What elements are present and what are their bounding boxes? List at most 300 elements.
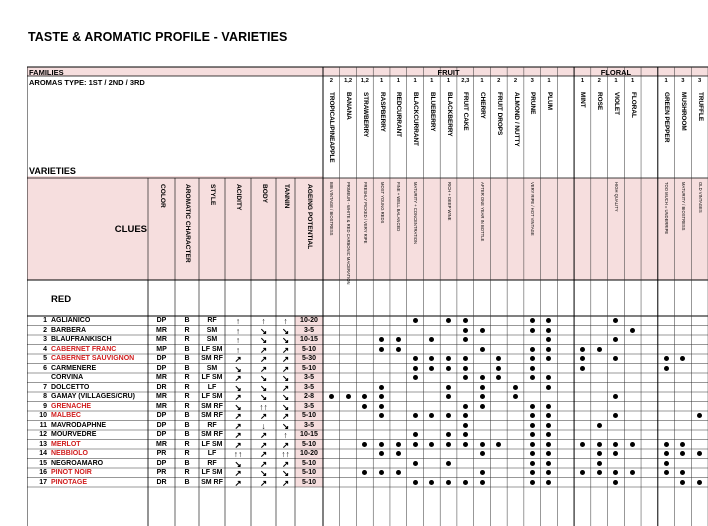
aroma-dot — [463, 423, 468, 428]
aroma-dot — [346, 394, 351, 399]
variety-arrow: ↑ — [235, 344, 241, 355]
variety-clue-value: R — [184, 393, 190, 400]
aroma-dot — [580, 347, 585, 352]
variety-name: BARBERA — [51, 326, 86, 334]
aroma-column-header: REDCURRANT — [395, 92, 403, 138]
aroma-dot — [480, 442, 485, 447]
variety-clue-value: MR — [156, 440, 167, 448]
clue-column-header: TANNIN — [282, 184, 290, 209]
aroma-dot — [480, 375, 485, 380]
aroma-column-header: BANANA — [345, 92, 353, 120]
aroma-dot — [446, 366, 451, 371]
aroma-dot — [530, 423, 535, 428]
aroma-dot — [597, 347, 602, 352]
variety-clue-value: RF — [207, 459, 217, 467]
aroma-dot — [530, 470, 535, 475]
variety-arrow: ↘ — [259, 392, 268, 402]
aroma-dot — [463, 328, 468, 333]
variety-ageing: 3-5 — [303, 374, 315, 381]
aroma-column-header: PRUNE — [529, 92, 537, 115]
aroma-dot — [480, 328, 485, 333]
aroma-dot — [413, 318, 418, 323]
aroma-dot — [446, 385, 451, 390]
variety-clue-value: LF SM — [201, 469, 223, 476]
families-label: FAMILIES — [29, 68, 64, 77]
aroma-dot — [580, 442, 585, 447]
aroma-dot — [413, 356, 418, 361]
variety-clue-value: DP — [156, 317, 167, 324]
family-label: FRUIT — [437, 68, 460, 77]
variety-number: 9 — [43, 402, 47, 410]
variety-number: 10 — [39, 412, 47, 419]
variety-number — [29, 374, 47, 384]
aroma-type: 2 — [329, 78, 333, 84]
aroma-clue: FRESHLY PICKED / VERY RIPE — [362, 182, 368, 244]
clue-column-header: ACIDITY — [235, 184, 242, 211]
aroma-clue: AFTER ONE YEAR IN BOTTLE — [480, 182, 486, 242]
variety-clue-value: R — [184, 469, 190, 476]
variety-number: 1 — [43, 317, 47, 324]
aroma-dot — [446, 480, 451, 485]
varieties-label: VARIETIES — [29, 166, 76, 176]
variety-arrow: ↘ — [259, 382, 268, 393]
variety-arrow: ↑ — [283, 430, 288, 440]
aroma-column-header: MUSHROOM — [679, 92, 687, 131]
aroma-type: 1 — [631, 78, 635, 84]
aroma-dot — [446, 461, 451, 466]
variety-arrow: ↗ — [259, 363, 268, 374]
variety-arrow: ↘ — [259, 373, 268, 383]
clues-label: CLUES — [114, 224, 147, 235]
variety-arrow: ↗ — [259, 458, 268, 469]
variety-arrow: ↘ — [281, 373, 290, 383]
aroma-dot — [530, 366, 535, 371]
aroma-type: 2,3 — [461, 78, 470, 84]
variety-name: GRENACHE — [51, 402, 92, 410]
variety-clue-value: SM — [206, 326, 218, 334]
aroma-dot — [530, 480, 535, 485]
variety-clue-value: MP — [156, 345, 167, 353]
aroma-dot — [597, 470, 602, 475]
aroma-column-header: RASPBERRY — [378, 92, 386, 132]
aroma-dot — [630, 442, 635, 447]
variety-arrow: ↗ — [259, 344, 268, 355]
aroma-type: 1 — [430, 78, 434, 84]
aroma-type: 2 — [597, 78, 601, 84]
aroma-column-header: BLACKCURRANT — [412, 92, 420, 146]
variety-name: DOLCETTO — [51, 383, 90, 391]
aroma-clue: MATURITY / BIOSTRESS — [680, 182, 686, 231]
aroma-type: 3 — [698, 78, 702, 84]
variety-arrow: ↗ — [259, 477, 268, 488]
aroma-dot — [480, 385, 485, 390]
variety-clue-value: SM — [206, 364, 218, 372]
variety-name: CORVINA — [51, 374, 84, 381]
variety-clue-value: LF SM — [201, 440, 223, 448]
variety-arrow: ↗ — [259, 449, 268, 459]
variety-arrow: ↗ — [281, 363, 290, 374]
variety-arrow: ↗ — [234, 439, 242, 450]
variety-clue-value: LF — [207, 450, 217, 457]
aroma-dot — [413, 413, 418, 418]
aroma-column-header: TRUFFLE — [696, 92, 704, 122]
variety-arrow: ↗ — [281, 458, 290, 469]
aroma-dot — [396, 442, 401, 447]
aroma-column-header: MINT — [579, 92, 587, 108]
variety-arrow: ↘ — [234, 458, 242, 469]
variety-clue-value: DR — [156, 383, 167, 391]
aroma-dot — [379, 442, 384, 447]
variety-clue-value: B — [184, 431, 190, 438]
variety-clue-value: B — [184, 345, 190, 353]
variety-name: MOURVÈDRE — [51, 431, 97, 438]
variety-arrow: ↑↑ — [281, 449, 290, 459]
aroma-clue: OLD VINTAGES — [697, 182, 703, 213]
variety-arrow: ↑↑ — [233, 449, 243, 459]
aroma-type: 2 — [513, 78, 518, 84]
variety-ageing: 3-5 — [303, 402, 315, 410]
aroma-dot — [664, 451, 669, 456]
aroma-dot — [413, 366, 418, 371]
aroma-dot — [664, 461, 669, 466]
aroma-dot — [597, 451, 602, 456]
variety-arrow: ↗ — [281, 439, 290, 450]
variety-arrow: ↗ — [234, 411, 242, 421]
aroma-dot — [446, 442, 451, 447]
variety-name: MALBEC — [51, 412, 81, 419]
variety-name: PINOT NOIR — [51, 469, 92, 476]
aroma-dot — [530, 432, 535, 437]
variety-arrow: ↑ — [235, 316, 241, 326]
variety-name: NEGROAMARO — [51, 459, 104, 467]
variety-name: BLAUFRÄNKISCH — [51, 336, 112, 343]
variety-clue-value: SM RF — [201, 402, 223, 410]
variety-arrow: ↑ — [261, 316, 266, 326]
variety-arrow: ↘ — [281, 401, 290, 412]
aroma-type: 1 — [547, 78, 551, 84]
aroma-dot — [580, 366, 585, 371]
variety-name: PINOTAGE — [51, 478, 88, 486]
variety-number: 4 — [43, 345, 47, 353]
aroma-clue: TOO MUCH = UNDERRIPE — [664, 182, 670, 235]
variety-arrow: ↘ — [281, 420, 290, 431]
aroma-type: 1 — [446, 78, 451, 84]
aroma-column-header: FRUIT DROPS — [495, 92, 503, 136]
aroma-dot — [463, 480, 468, 485]
aroma-dot — [597, 442, 602, 447]
variety-ageing: 2-8 — [303, 393, 315, 400]
aroma-dot — [413, 375, 418, 380]
variety-clue-value: LF SM — [201, 393, 223, 400]
aroma-dot — [597, 423, 602, 428]
aroma-dot — [379, 404, 384, 409]
variety-arrow: ↗ — [259, 354, 268, 364]
aroma-type: 1 — [614, 78, 618, 84]
family-label: FLORAL — [600, 68, 632, 77]
variety-clue-value: MR — [156, 336, 167, 343]
aroma-dot — [664, 470, 669, 475]
aroma-clue: FINE + WELL BALANCED — [396, 182, 402, 232]
variety-arrow: ↘ — [259, 325, 268, 336]
variety-ageing: 5-10 — [301, 469, 316, 476]
aroma-clue: MATURITY + CONCENTRATION — [413, 182, 419, 245]
aroma-dot — [463, 366, 468, 371]
variety-ageing: 5-10 — [301, 478, 316, 486]
variety-clue-value: MR — [156, 326, 167, 334]
variety-number: 7 — [43, 383, 47, 391]
variety-clue-value: DP — [156, 364, 167, 372]
variety-name: MERLOT — [51, 440, 81, 448]
variety-arrow: ↑ — [235, 335, 241, 345]
aroma-clue: PRIMEUR - WHITE & RED CARBONIC MACERATION — [346, 182, 352, 285]
aroma-dot — [463, 404, 468, 409]
variety-name: CABERNET SAUVIGNON — [51, 355, 135, 362]
aroma-clue: MOST YOUNG REDS — [379, 182, 385, 224]
aroma-column-header: TROPICAL/PINEAPPLE — [328, 92, 336, 163]
variety-number: 14 — [39, 450, 47, 457]
profile-table — [27, 66, 708, 526]
aroma-dot — [530, 375, 535, 380]
variety-ageing: 5-10 — [301, 412, 316, 419]
variety-clue-value: R — [184, 326, 190, 334]
aroma-dot — [664, 442, 669, 447]
variety-ageing: 3-5 — [303, 326, 315, 334]
variety-arrow: ↘ — [281, 392, 290, 402]
variety-arrow: ↗ — [281, 382, 290, 393]
aroma-clue: BIB VINTAGE / BIOSTRESS — [329, 182, 335, 236]
aroma-dot — [480, 451, 485, 456]
variety-clue-value: R — [184, 383, 190, 391]
variety-name: CABERNET FRANC — [51, 345, 117, 353]
aroma-dot — [530, 442, 535, 447]
variety-clue-value: DP — [156, 412, 167, 419]
variety-clue-value: DR — [156, 478, 167, 486]
aroma-dot — [530, 347, 535, 352]
variety-clue-value: B — [184, 355, 190, 362]
variety-clue-value: MR — [156, 402, 167, 410]
variety-clue-value: DP — [156, 355, 167, 362]
variety-clue-value: LF — [207, 383, 217, 391]
variety-clue-value: MR — [156, 393, 167, 400]
variety-arrow: ↘ — [281, 468, 290, 478]
variety-name: GAMAY (VILLAGES/CRU) — [51, 393, 136, 400]
variety-arrow: ↘ — [234, 382, 242, 393]
aroma-dot — [530, 328, 535, 333]
aroma-type: 1 — [379, 78, 384, 84]
red-section-label: RED — [51, 294, 72, 305]
variety-clue-value: RF — [207, 421, 217, 429]
variety-number: 6 — [43, 364, 47, 372]
aroma-dot — [496, 366, 501, 371]
aroma-dot — [530, 318, 535, 323]
variety-clue-value: R — [184, 336, 190, 343]
aroma-dot — [480, 480, 485, 485]
variety-arrow: ↗ — [234, 420, 242, 431]
variety-name: MAVRODAPHNE — [51, 421, 107, 429]
variety-arrow: ↓ — [261, 420, 266, 431]
variety-ageing: 10-15 — [300, 336, 318, 343]
aroma-type: 1,2 — [360, 78, 369, 84]
aroma-type: 1 — [664, 78, 668, 84]
variety-clue-value: RF — [207, 317, 217, 324]
aroma-dot — [480, 347, 485, 352]
variety-ageing: 3-5 — [303, 421, 315, 429]
aromas-type-label: AROMAS TYPE: 1ST / 2ND / 3RD — [29, 78, 145, 87]
aroma-column-header: CHERRY — [479, 92, 487, 119]
aroma-column-header: BLACKBERRY — [445, 92, 453, 137]
variety-clue-value: SM RF — [201, 412, 223, 419]
variety-name: AGLIANICO — [51, 317, 91, 324]
aroma-dot — [480, 394, 485, 399]
aroma-dot — [413, 461, 418, 466]
variety-number: 3 — [43, 336, 47, 343]
aroma-type — [557, 78, 574, 86]
variety-arrow: ↗ — [281, 354, 290, 364]
aroma-column-header: VIOLET — [612, 92, 620, 116]
variety-clue-value: B — [184, 317, 190, 324]
variety-number: 11 — [39, 421, 47, 429]
variety-ageing: 10-20 — [300, 450, 318, 457]
variety-clue-value: SM RF — [201, 431, 223, 438]
aroma-dot — [413, 432, 418, 437]
variety-name: CARMÉNÈRE — [51, 364, 97, 372]
aroma-dot — [530, 451, 535, 456]
variety-clue-value: R — [184, 402, 190, 410]
variety-clue-value: LF SM — [201, 374, 223, 381]
variety-number: 5 — [43, 355, 47, 362]
variety-arrow: ↗ — [234, 392, 242, 402]
variety-arrow: ↗ — [281, 477, 290, 488]
aroma-column-header: FLORAL — [629, 92, 637, 118]
variety-ageing: 5-10 — [301, 364, 316, 372]
aroma-dot — [630, 328, 635, 333]
variety-ageing: 3-5 — [303, 383, 315, 391]
aroma-column-header: BLUEBERRY — [428, 92, 436, 132]
variety-ageing: 10-15 — [300, 431, 318, 438]
variety-clue-value: DP — [156, 431, 167, 438]
variety-arrow: ↑ — [235, 325, 241, 336]
aroma-type: 1 — [580, 78, 585, 84]
aroma-column-header: ROSE — [596, 92, 604, 111]
variety-arrow: ↘ — [234, 363, 242, 374]
aroma-dot — [379, 385, 384, 390]
variety-number: 12 — [39, 431, 47, 438]
variety-clue-value: PR — [156, 469, 167, 476]
variety-arrow: ↘ — [281, 325, 290, 336]
variety-arrow: ↘ — [234, 401, 242, 412]
aroma-dot — [664, 366, 669, 371]
variety-arrow: ↑↑ — [259, 401, 268, 412]
variety-clue-value: LF SM — [201, 345, 223, 353]
variety-number: 16 — [39, 469, 47, 476]
aroma-dot — [513, 385, 518, 390]
variety-arrow: ↗ — [234, 477, 242, 488]
clue-column-header: AGEING POTENTIAL — [306, 184, 313, 250]
aroma-dot — [463, 442, 468, 447]
variety-clue-value: B — [184, 412, 190, 419]
clue-column-header: STYLE — [209, 184, 216, 206]
variety-clue-value: SM RF — [201, 355, 223, 362]
variety-ageing: 5-10 — [301, 345, 316, 353]
aroma-column-header: ALMOND / NUTTY — [512, 92, 520, 147]
aroma-type: 1 — [396, 78, 400, 84]
variety-ageing: 5-30 — [301, 355, 316, 362]
aroma-dot — [597, 461, 602, 466]
variety-clue-value: R — [184, 450, 190, 457]
aroma-dot — [697, 480, 702, 485]
clue-column-header: COLOR — [158, 184, 166, 208]
aroma-dot — [480, 404, 485, 409]
aroma-clue: RICH + DEEP WINE — [446, 182, 452, 221]
aroma-column-header: STRAWBERRY — [361, 92, 369, 138]
aroma-dot — [530, 413, 535, 418]
aroma-column-header: GREEN PEPPER — [663, 92, 671, 143]
variety-clue-value: SM RF — [201, 478, 223, 486]
aroma-type — [641, 78, 658, 86]
aroma-dot — [413, 442, 418, 447]
variety-arrow: ↗ — [234, 354, 242, 364]
variety-arrow: ↗ — [259, 411, 268, 421]
variety-arrow: ↑ — [283, 316, 288, 326]
aroma-type: 1 — [413, 78, 417, 84]
variety-clue-value: B — [184, 364, 190, 372]
variety-clue-value: SM — [206, 336, 218, 343]
variety-ageing: 5-10 — [301, 459, 316, 467]
aroma-dot — [664, 356, 669, 361]
aroma-dot — [496, 442, 501, 447]
page-title: TASTE & AROMATIC PROFILE - VARIETIES — [28, 30, 288, 44]
variety-ageing: 10-20 — [300, 317, 318, 324]
variety-name: NEBBIOLO — [51, 450, 88, 457]
aroma-clue: HIGH QUALITY — [613, 182, 619, 212]
clue-column-header: AROMATIC CHARACTER — [184, 184, 191, 263]
aroma-dot — [379, 347, 384, 352]
variety-arrow: ↗ — [234, 430, 242, 440]
variety-clue-value: B — [184, 459, 190, 467]
variety-clue-value: B — [184, 478, 190, 486]
variety-arrow: ↘ — [259, 335, 268, 345]
variety-arrow: ↗ — [234, 468, 242, 478]
variety-clue-value: PR — [156, 450, 167, 457]
variety-number: 17 — [39, 478, 47, 486]
variety-number: 2 — [43, 326, 47, 334]
aroma-dot — [530, 356, 535, 361]
aroma-type: 3 — [681, 78, 685, 84]
variety-number: 8 — [43, 393, 47, 400]
variety-arrow: ↘ — [281, 335, 290, 345]
variety-number: 15 — [39, 459, 47, 467]
family-label — [658, 68, 708, 77]
variety-clue-value: R — [184, 374, 190, 381]
aroma-type: 2 — [497, 78, 501, 84]
aroma-dot — [480, 470, 485, 475]
variety-arrow: ↗ — [259, 439, 268, 450]
variety-clue-value: B — [184, 421, 190, 429]
variety-arrow: ↗ — [281, 411, 290, 421]
variety-clue-value: MR — [156, 374, 167, 381]
aroma-column-header: FRUIT CAKE — [462, 92, 470, 131]
aroma-dot — [530, 461, 535, 466]
aroma-dot — [530, 404, 535, 409]
clue-column-header: BODY — [260, 184, 268, 204]
aroma-type: 1 — [480, 78, 484, 84]
aroma-clue: VERY RIPE / HOT VINTAGE — [530, 182, 536, 236]
aroma-dot — [396, 347, 401, 352]
variety-arrow: ↗ — [281, 344, 290, 355]
aroma-column-header: PLUM — [545, 92, 553, 111]
variety-arrow: ↘ — [259, 468, 268, 478]
variety-clue-value: DP — [156, 421, 167, 429]
